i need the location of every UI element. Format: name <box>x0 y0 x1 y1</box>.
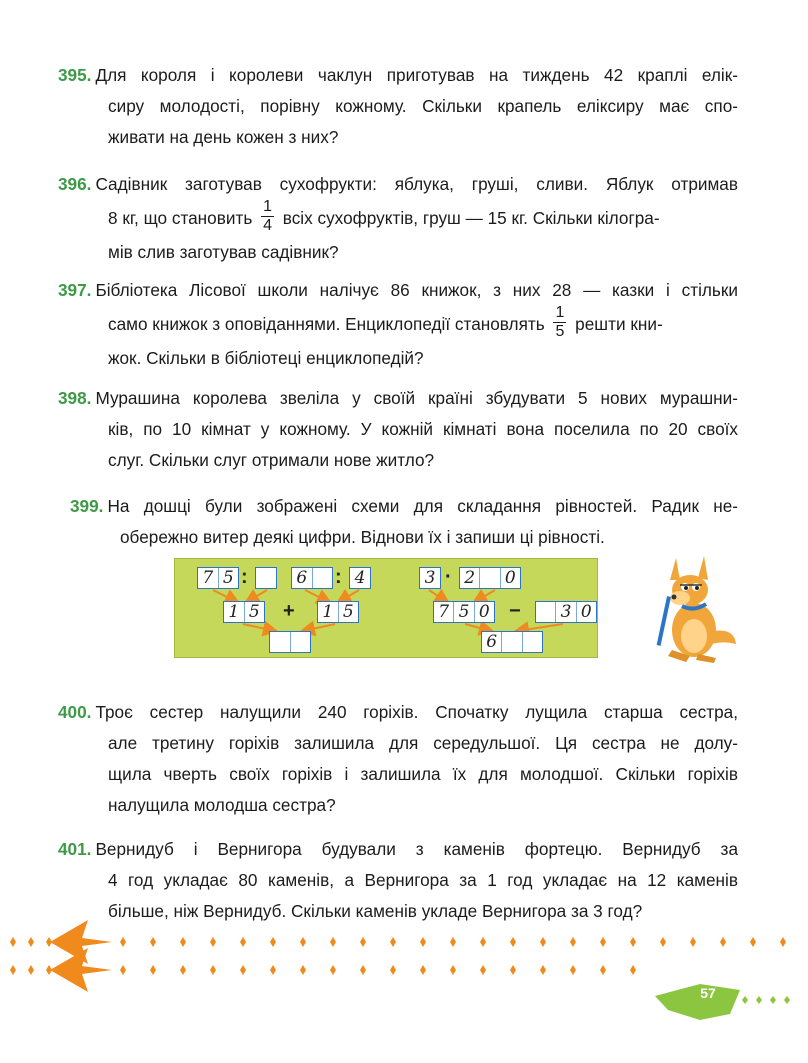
problem-number: 397. <box>58 280 92 300</box>
digit-box: 3 <box>419 567 441 589</box>
digit-box: 4 <box>349 567 371 589</box>
problem-text: 8 кг, що становить <box>108 208 253 228</box>
result-box <box>269 631 311 653</box>
problem-number: 398. <box>58 388 92 408</box>
problem-text-line: мів слив заготував садівник? <box>108 241 339 262</box>
problem-text-line: Для короля і королеви чаклун приготував на тиждень 42 краплі елік- <box>95 65 738 85</box>
digit-box: 7 5 <box>197 567 239 589</box>
division-sign: : <box>335 566 342 588</box>
digit-box: 2 0 <box>459 567 521 589</box>
equation-scheme-board <box>174 558 598 658</box>
problem-397 <box>58 275 738 374</box>
problem-number: 399. <box>70 496 104 516</box>
sparkle-row-top <box>10 937 786 947</box>
decorative-footer <box>0 918 808 1063</box>
problem-text-line: налущила молодша сестра? <box>108 795 336 815</box>
digit-box: 1 5 <box>223 601 265 623</box>
problem-number: 395. <box>58 65 92 85</box>
problem-400 <box>58 697 738 821</box>
problem-text-line: Мурашина королева звеліла у своїй країні збудувати 5 нових мурашни- <box>95 388 738 408</box>
division-sign: : <box>241 566 248 588</box>
problem-text-line: обережно витер деякі цифри. Віднови їх і запиши ці рівності. <box>120 527 605 547</box>
problem-text-line: ків, по 10 кімнат у кожному. У кожній кімнаті вона поселила по 20 своїх <box>108 419 738 439</box>
digit-box: 1 5 <box>317 601 359 623</box>
page-number: 57 <box>700 985 716 1001</box>
problem-396 <box>58 169 738 268</box>
problem-text-line: 4 год укладає 80 каменів, а Вернигора за 1 год укладає на 12 каменів <box>108 870 738 890</box>
fraction-one-quarter: $\frac{1}{4}$ <box>263 197 272 234</box>
problem-number: 401. <box>58 839 92 859</box>
problem-number: 396. <box>58 174 92 194</box>
problem-401 <box>58 834 738 927</box>
problem-text-line: сиру молодості, порівну кожному. Скільки крапель еліксиру має спо- <box>108 96 738 116</box>
multiplication-sign: · <box>445 566 452 588</box>
problem-399 <box>70 491 738 553</box>
problem-395 <box>58 60 738 153</box>
problem-text-line: але третину горіхів залишила для середульшої. Ця сестра не долу- <box>108 733 738 753</box>
problem-text-line: Бібліотека Лісової школи налічує 86 книжок, з них 28 — казки і стільки <box>95 280 738 300</box>
problem-text-line: слуг. Скільки слуг отримали нове житло? <box>108 450 435 470</box>
problem-text-line: живати на день кожен з них? <box>108 127 339 147</box>
digit-box: 7 5 0 <box>433 601 495 623</box>
problem-text-line: жок. Скільки в бібліотеці енциклопедій? <box>108 347 424 368</box>
kangaroo-mascot-icon <box>650 550 740 665</box>
fraction-one-fifth: $\frac{1}{5}$ <box>555 303 565 340</box>
plus-sign: + <box>283 600 295 622</box>
problem-number: 400. <box>58 702 92 722</box>
problem-text: само книжок з оповіданнями. Енциклопедії становлять <box>108 314 545 334</box>
problem-text-line: Вернидуб і Вернигора будували з каменів фортецю. Вернидуб за <box>95 839 738 859</box>
digit-box <box>255 567 277 589</box>
problem-text: решти кни- <box>575 314 663 334</box>
problem-text: всіх сухофруктів, груш — 15 кг. Скільки кілогра- <box>282 208 660 228</box>
result-box: 6 <box>481 631 543 653</box>
problem-text-line: Садівник заготував сухофрукти: яблука, груші, сливи. Яблук отримав <box>95 174 738 194</box>
problem-text-line: більше, ніж Вернидуб. Скільки каменів укладе Вернигора за 3 год? <box>108 901 643 921</box>
minus-sign: − <box>509 600 521 622</box>
problem-text-line: щила чверть своїх горіхів і залишила їх для молодшої. Скільки горіхів <box>108 764 738 784</box>
problem-398 <box>58 383 738 476</box>
problem-text-line: На дошці були зображені схеми для складання рівностей. Радик не- <box>107 496 738 516</box>
digit-box: 6 <box>291 567 333 589</box>
problem-text-line: Троє сестер налущили 240 горіхів. Спочатку лущила старша сестра, <box>95 702 738 722</box>
digit-box: 3 0 <box>535 601 597 623</box>
